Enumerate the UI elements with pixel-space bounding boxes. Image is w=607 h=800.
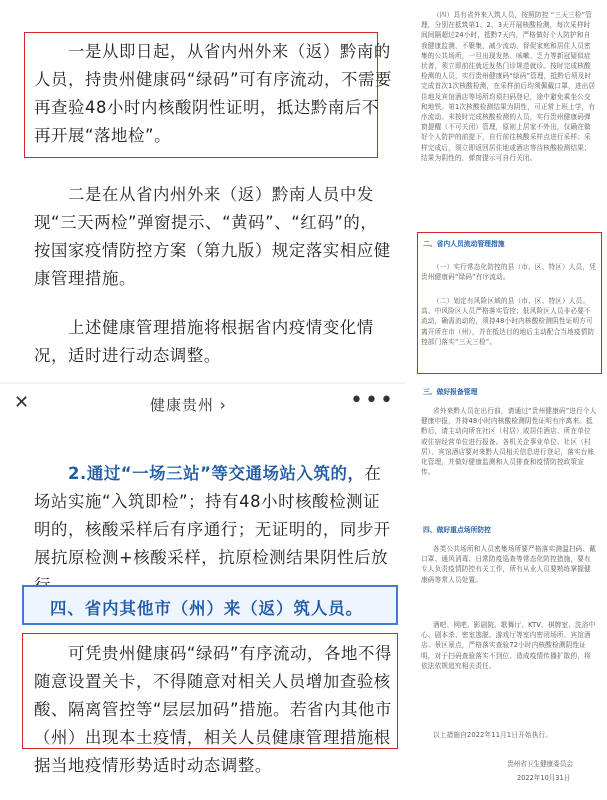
right-document-column — [405, 0, 607, 800]
section-heading-box — [22, 585, 398, 625]
doc-section-four-p2: 酒吧、网吧、影剧院、歌舞厅、KTV、棋牌室、洗浴中心、剧本杀、密室逃脱、游戏厅等室内密闭场所、宾馆酒店、景区景点，严格落实查验72小时内核酸检测阴性证明，对于扫码查验落实不到位、造成疫情传播扩散的，将依法依规追究相关责任。 — [421, 621, 596, 670]
doc-section-two-title: 二、省内人员流动管理措施 — [423, 240, 505, 248]
paragraph-four-body: 在场站实施“入筑即检”；持有48小时核酸检测证明的，核酸采样后有序通行；无证明的，同步开展抗原检测+核酸采样，抗原检测结果阴性后放 — [34, 464, 391, 567]
divider — [0, 382, 405, 384]
paragraph-two: 二是在从省内州外来（返）黔南人员中发现“三天两检”弹窗提示、“黄码”、“红码”的，按国家疫情防控方案（第九版）规定落实相应健康管理措施。 — [34, 185, 391, 288]
more-icon[interactable]: ••• — [350, 388, 395, 413]
close-icon[interactable]: ✕ — [14, 392, 30, 413]
doc-effective-date: 以上措施自2022年11月1日开始执行。 — [433, 731, 553, 739]
doc-section-two-p2: （二）划定有风险区域的县（市、区、特区）人员。高、中风险区人员严格落实管控；低风险区人员非必要不流动，确需流动的，须持48小时内核酸检测阴性证明方可离开所在市（州），并在抵达目的地后主动配合当地疫情防控部门落实“三天三检”。 — [421, 297, 595, 346]
doc-section-three-p: 省外来黔人员在出行前，请通过“贵州健康码”进行个人健康申报，并持48小时内核酸检测阴性证明有序离来。抵黔后，请主动向所在社区（村居）或居住酒店、所在单位或住宿经营单位进行报备。各机关企事业单位、社区（村居）、宾馆酒店要对来黔人员相关信息进行登记，落实台账化管理，并做好健康监测和人员排查和疫情防控政策宣传。 — [421, 407, 597, 477]
paragraph-five — [34, 640, 392, 780]
doc-section-two-p1: （一）实行常态化防控的县（市、区、特区）人员，凭贵州健康码“绿码”有序流动。 — [421, 263, 597, 282]
doc-section-four-p1: 各类公共场所和人员密集场所要严格落实测温扫码、戴口罩、通风消毒、日常防疫巡查等常态化防控措施，要有专人负责疫情防控有关工作，所有从业人员要熟练掌握健康码等常人员处置。 — [421, 545, 597, 584]
doc-section-four-title: 四、做好重点场所防控 — [423, 526, 491, 534]
section-heading: 四、省内其他市（州）来（返）筑人员。 — [50, 599, 364, 618]
paragraph-one: 一是从即日起，从省内州外来（返）黔南的人员，持贵州健康码“绿码”可有序流动，不需要再查验48小时内核酸阴性证明，抵达黔南后不再开展“落地检”。 — [34, 42, 392, 145]
doc-signature: 贵州省卫生健康委员会 — [507, 760, 573, 768]
nav-title[interactable]: 健康贵州 › — [150, 396, 227, 414]
doc-section-three-title: 三、做好报备管理 — [423, 388, 478, 396]
paragraph-five-rest: 若省内其他市（州）出现本土疫情，相关人员健康管理措施根据当地疫情形势适时动态调整。 — [34, 700, 393, 775]
paragraph-three: 上述健康管理措施将根据省内疫情变化情况，适时进行动态调整。 — [34, 318, 374, 365]
paragraph-four-heading: 2.通过“一场三站”等交通场站入筑的， — [68, 464, 365, 483]
paragraph-four — [34, 460, 392, 600]
doc-date: 2022年10月31日 — [517, 774, 571, 782]
app-nav-bar — [0, 386, 405, 426]
paragraph-five-boxed: 可凭贵州健康码“绿码”有序流动，各地不得随意设置关卡，不得随意对相关人员增加查验核酸、隔离管控等“层层加码”措施。 — [34, 644, 393, 719]
doc-block-one: （四）具有省外来入筑人员，按照防控 “三天三检”管理，分别在抵筑第1、2、3天开展核酸检测，每次采样时间间隔超过24小时，抵黔7天内，严格做好个人防护和自我健康监测，不聚集，减少流动，督促家庭和居住人员密集的公共场所，一旦出现发热、咳嗽、乏力等新冠疑似症状者，须立即前往就近发热门诊规范就诊。按时完成核酸检测的人员，实行贵州健康码“绿码”管理，抵黔后须及时完成首次1次核酸检测，在采样前后均须佩戴口罩，进出居住地及宾馆酒店等场所均须扫码登记，途中避免乘坐公交和地铁。第1次核酸检测结果为阴性，可正常上班上学，有序流动。未按时完成核酸检测的人员，实行贵州健康码弹窗提醒（不可关闭）管理，原则上居家不外出，仅确在做好个人防护的前提下，自行前往核酸采样点进行采样；采样完成后，须立即返回居住地或酒店等待核酸检测结果；结果为阴性的，弹窗提示可自行关闭。 — [421, 11, 596, 162]
